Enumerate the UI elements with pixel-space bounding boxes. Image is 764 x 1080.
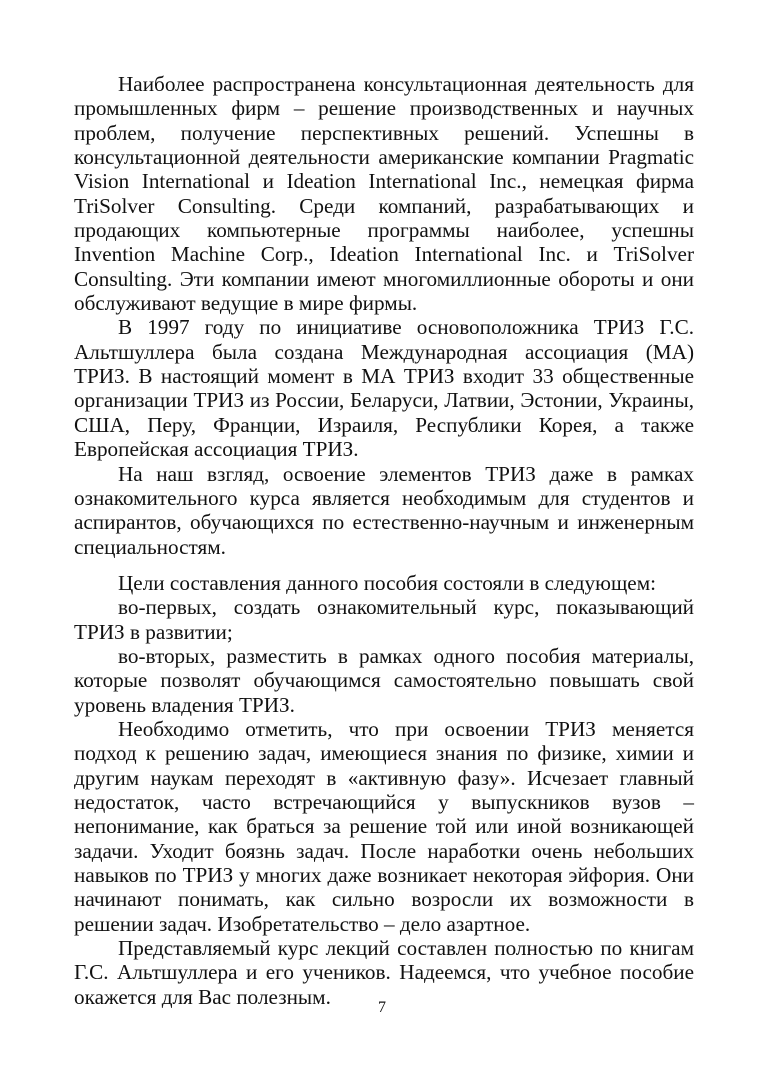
paragraph-approach: Необходимо отметить, что при освоении ТРИЗ меняется подход к решению задач, имеющиеся знания по физике, химии и другим наукам переходят в «активную фазу». Исчезает главный недостаток, часто встречающийся у выпускников вузов – непонимание, как браться за решение той или иной возникающей задачи. Уходит боязнь задач. После наработки очень небольших навыков по ТРИЗ у многих даже возникает некоторая эйфория. Они начинают понимать, как сильно возросли их возможности в решении задач. Изобретательство – дело азартное. xyxy=(74,716,694,936)
paragraph-goal-first: во-первых, создать ознакомительный курс, показывающий ТРИЗ в развитии; xyxy=(74,595,694,644)
paragraph-goals-intro: Цели составления данного пособия состояли в следующем: xyxy=(118,570,656,595)
paragraph-association: В 1997 году по инициативе основоположника ТРИЗ Г.С. Альтшуллера была создана Международная ассоциация (МА) ТРИЗ. В настоящий момент в МА ТРИЗ входит 33 общественные организации ТРИЗ из России, Беларуси, Латвии, Эстонии, Украины, США, Перу, Франции, Израиля, Республики Корея, а также Европейская ассоциация ТРИЗ. xyxy=(74,315,694,462)
page-body xyxy=(74,72,694,1009)
paragraph-closing: Представляемый курс лекций составлен полностью по книгам Г.С. Альтшуллера и его учеников. Надеемся, что учебное пособие окажется для Вас полезным. xyxy=(74,936,694,1009)
paragraph-consulting: Наиболее распространена консультационная деятельность для промышленных фирм – решение производственных и научных проблем, получение перспективных решений. Успешны в консультационной деятельности американские компании Pragmatic Vision International и Ideation International Inc., немецкая фирма TriSolver Consulting. Среди компаний, разрабатывающих и продающих компьютерные программы наиболее, успешны Invention Machine Corp., Ideation International Inc. и TriSolver Consulting. Эти компании имеют многомиллионные обороты и они обслуживают ведущие в мире фирмы. xyxy=(74,72,694,316)
paragraph-opinion: На наш взгляд, освоение элементов ТРИЗ даже в рамках ознакомительного курса является необходимым для студентов и аспирантов, обучающихся по естественно-научным и инженерным специальностям. xyxy=(74,461,694,559)
paragraph-goal-second: во-вторых, разместить в рамках одного пособия материалы, которые позволят обучающимся самостоятельно повышать свой уровень владения ТРИЗ. xyxy=(74,643,694,717)
page-number: 7 xyxy=(378,999,386,1016)
